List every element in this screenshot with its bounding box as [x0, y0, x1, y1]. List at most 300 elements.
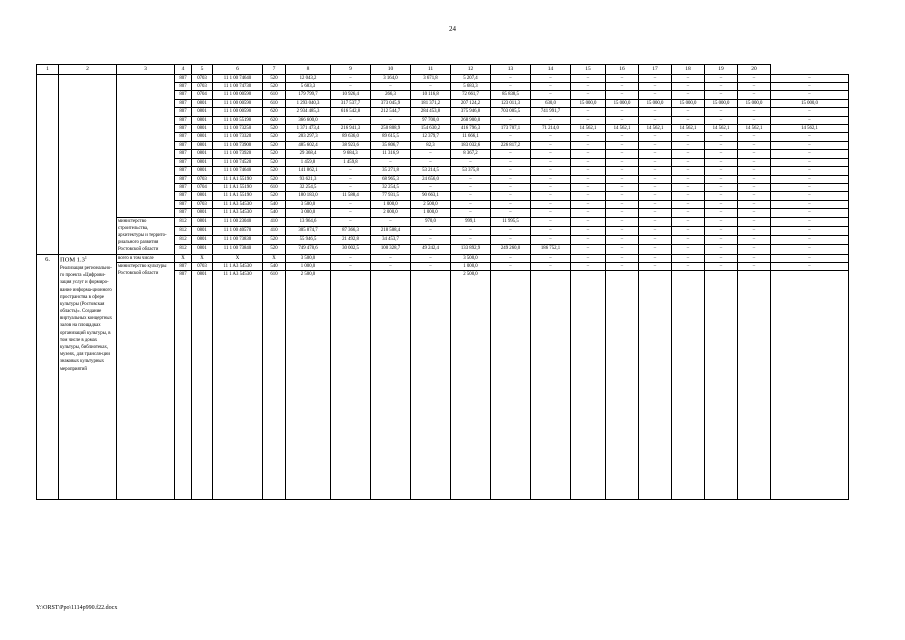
table-cell: –	[491, 82, 531, 90]
table-cell: –	[606, 108, 639, 116]
table-cell: 14 562,1	[705, 125, 738, 133]
table-cell: 0704	[192, 184, 213, 192]
table-cell: –	[705, 91, 738, 99]
table-cell: –	[411, 158, 451, 166]
table-cell: 32 254,5	[286, 184, 331, 192]
table-cell: 203 297,3	[286, 133, 331, 141]
column-header: 11	[411, 65, 451, 75]
column-header: 13	[491, 65, 531, 75]
table-cell: 807	[175, 99, 192, 107]
table-header-row	[37, 65, 849, 75]
table-cell: 630,0	[531, 99, 571, 107]
table-cell: 14 562,1	[639, 125, 672, 133]
table-cell: 85 838,5	[491, 91, 531, 99]
table-cell: –	[672, 200, 705, 208]
table-cell: 11 1 A3 54530	[213, 209, 263, 217]
table-cell: –	[639, 91, 672, 99]
table-cell	[371, 271, 411, 500]
table-cell: 14 562,1	[672, 125, 705, 133]
table-cell: –	[771, 116, 849, 124]
column-header: 5	[192, 65, 213, 75]
table-cell: –	[705, 254, 738, 262]
table-cell: 32 254,5	[371, 184, 411, 192]
table-cell: 11 1 00 73900	[213, 141, 263, 149]
table-cell: –	[571, 167, 606, 175]
table-cell: –	[331, 217, 371, 226]
table-cell: 3 671,8	[411, 74, 451, 82]
table-cell: 812	[175, 226, 192, 235]
table-cell: –	[705, 108, 738, 116]
table-cell: –	[705, 245, 738, 254]
table-cell: –	[639, 236, 672, 245]
table-cell	[606, 271, 639, 500]
table-cell: –	[705, 226, 738, 235]
table-cell: –	[639, 150, 672, 158]
table-cell: –	[531, 167, 571, 175]
table-cell: –	[639, 133, 672, 141]
table-cell: 11 1 00 74640	[213, 167, 263, 175]
table-cell: –	[451, 209, 491, 217]
column-header: 6	[213, 65, 263, 75]
table-cell: 749 478,6	[286, 245, 331, 254]
table-cell: 53 375,8	[451, 167, 491, 175]
table-cell: –	[331, 116, 371, 124]
page-number: 24	[449, 25, 456, 33]
table-cell: 410	[263, 217, 286, 226]
table-cell: 807	[175, 82, 192, 90]
table-cell: –	[571, 158, 606, 166]
table-cell: 11 1 00 73320	[213, 133, 263, 141]
table-cell: –	[705, 158, 738, 166]
table-cell: –	[606, 74, 639, 82]
column-header: 17	[639, 65, 672, 75]
table-cell: 11 1 00 00590	[213, 108, 263, 116]
table-cell: 305 874,7	[286, 226, 331, 235]
table-cell: –	[571, 141, 606, 149]
table-cell: –	[771, 91, 849, 99]
table-cell: 90 663,1	[411, 192, 451, 200]
table-cell: –	[411, 236, 451, 245]
table-cell: 11 1 A1 55190	[213, 184, 263, 192]
table-cell: 807	[175, 175, 192, 183]
table-cell: –	[606, 175, 639, 183]
table-cell: –	[606, 91, 639, 99]
table-cell: 3 000,0	[286, 209, 331, 217]
table-cell: 154 630,2	[411, 125, 451, 133]
table-cell: –	[606, 116, 639, 124]
table-cell	[639, 271, 672, 500]
table-cell: –	[531, 200, 571, 208]
table-cell: –	[639, 175, 672, 183]
table-cell: 38 923,6	[331, 141, 371, 149]
table-cell: 5 683,3	[286, 82, 331, 90]
table-cell: 82,3	[411, 141, 451, 149]
table-cell: –	[571, 263, 606, 271]
table-cell: 807	[175, 263, 192, 271]
table-cell: –	[531, 217, 571, 226]
table-cell: 268 900,0	[451, 116, 491, 124]
table-cell: –	[531, 254, 571, 262]
table-cell: –	[771, 108, 849, 116]
table-cell: 123 011,3	[491, 99, 531, 107]
table-cell: 373 045,9	[371, 99, 411, 107]
table-cell: –	[705, 263, 738, 271]
table-cell: –	[738, 82, 771, 90]
table-cell: –	[606, 226, 639, 235]
table-cell: 807	[175, 125, 192, 133]
table-cell: 807	[175, 200, 192, 208]
table-row	[37, 74, 849, 82]
table-cell: 0703	[192, 74, 213, 82]
table-cell: –	[705, 209, 738, 217]
table-cell	[571, 271, 606, 500]
table-cell: 141 862,1	[286, 167, 331, 175]
table-cell: –	[705, 141, 738, 149]
table-cell: 807	[175, 271, 192, 500]
table-cell: –	[672, 141, 705, 149]
table-cell: 610	[263, 99, 286, 107]
table-cell: 2 500,0	[286, 271, 331, 500]
budget-table	[36, 64, 849, 500]
table-cell: –	[639, 192, 672, 200]
table-cell: –	[738, 91, 771, 99]
table-cell: 1 000,0	[451, 263, 491, 271]
table-cell: –	[331, 200, 371, 208]
table-cell: 77 931,5	[371, 192, 411, 200]
table-cell: 226 817,2	[491, 141, 531, 149]
table-cell: 183 032,6	[451, 141, 491, 149]
table-cell: 97 700,0	[411, 116, 451, 124]
table-cell: 2 500,0	[411, 200, 451, 208]
table-cell: –	[371, 217, 411, 226]
table-cell: –	[738, 254, 771, 262]
table-cell: 540	[263, 263, 286, 271]
table-cell: 15 000,0	[606, 99, 639, 107]
table-cell: 180 183,0	[286, 192, 331, 200]
table-cell: –	[639, 263, 672, 271]
org-name-cell: министерство строительства, архитектуры и террито-риального развития Ростовской области	[117, 217, 175, 254]
table-cell: 807	[175, 116, 192, 124]
table-cell: 10 926,4	[331, 91, 371, 99]
table-cell: –	[705, 167, 738, 175]
row-name-cell	[59, 74, 117, 254]
table-cell: 1 293 040,3	[286, 99, 331, 107]
table-cell: 250 808,9	[371, 125, 411, 133]
table-cell: 807	[175, 192, 192, 200]
table-cell: 366 600,0	[286, 116, 331, 124]
table-cell: 100 328,7	[371, 245, 411, 254]
table-cell: –	[571, 150, 606, 158]
table-cell: –	[491, 200, 531, 208]
table-cell: 0801	[192, 209, 213, 217]
table-cell: –	[705, 184, 738, 192]
column-header: 16	[606, 65, 639, 75]
table-cell: –	[531, 184, 571, 192]
table-cell: X	[192, 254, 213, 262]
table-cell: –	[531, 263, 571, 271]
table-cell: –	[571, 175, 606, 183]
table-cell: 0801	[192, 245, 213, 254]
table-cell: –	[672, 236, 705, 245]
table-cell: –	[491, 133, 531, 141]
table-cell: 35 271,8	[371, 167, 411, 175]
table-cell: 11 1 00 55190	[213, 116, 263, 124]
table-cell: 0703	[192, 200, 213, 208]
table-cell: –	[738, 192, 771, 200]
table-cell: –	[738, 108, 771, 116]
table-cell: 179 799,7	[286, 91, 331, 99]
table-cell: –	[672, 167, 705, 175]
table-cell: 218 508,4	[371, 226, 411, 235]
table-cell: –	[491, 236, 531, 245]
measure-description: Реализация регионально-го проекта «Цифрови-зация услуг и формиро-вание информа-ционного пространства в сфере культуры (Ростовская область)». Создание виртуальных концертных залов на площадках организаций культуры, в том числе в домах культуры, библиотеках, музеях, для трансля-ции знаковых культурных мероприятий	[60, 265, 113, 372]
table-cell: –	[606, 167, 639, 175]
table-cell: 93 621,3	[286, 175, 331, 183]
table-cell	[672, 271, 705, 500]
table-cell: –	[738, 158, 771, 166]
table-cell: 812	[175, 217, 192, 226]
table-cell: –	[672, 209, 705, 217]
table-cell: 15 000,0	[705, 99, 738, 107]
row-name-cell	[59, 254, 117, 500]
table-cell: –	[451, 158, 491, 166]
table-cell: 741 991,7	[531, 108, 571, 116]
table-cell: 11 1 00 73830	[213, 236, 263, 245]
table-cell: 416 796,3	[451, 125, 491, 133]
table-cell: 89 636,0	[331, 133, 371, 141]
table-cell: –	[771, 184, 849, 192]
table-cell: 3 500,0	[286, 254, 331, 262]
table-cell: 9 684,3	[331, 150, 371, 158]
table-cell: 540	[263, 209, 286, 217]
table-cell: –	[451, 200, 491, 208]
table-cell: 1 459,8	[286, 158, 331, 166]
table-cell: –	[531, 175, 571, 183]
table-cell: –	[738, 133, 771, 141]
table-cell: 15 000,0	[771, 99, 849, 107]
table-cell: 14 562,1	[571, 125, 606, 133]
table-cell: 2 934 485,3	[286, 108, 331, 116]
table-cell: –	[491, 167, 531, 175]
table-cell: –	[771, 236, 849, 245]
table-cell: –	[571, 116, 606, 124]
table-cell: 181 371,2	[411, 99, 451, 107]
table-cell: 0801	[192, 99, 213, 107]
table-cell: –	[738, 74, 771, 82]
table-cell: 1 000,0	[286, 263, 331, 271]
table-cell: 68 965,3	[371, 175, 411, 183]
table-cell: 807	[175, 167, 192, 175]
table-cell: –	[771, 82, 849, 90]
row-number-cell	[37, 74, 59, 254]
table-cell: –	[331, 263, 371, 271]
table-cell: –	[738, 226, 771, 235]
table-cell: –	[606, 141, 639, 149]
table-cell: –	[331, 184, 371, 192]
table-cell: –	[371, 116, 411, 124]
table-cell: –	[738, 263, 771, 271]
table-cell: –	[571, 108, 606, 116]
table-cell: –	[672, 91, 705, 99]
table-cell: –	[411, 226, 451, 235]
table-cell: –	[491, 192, 531, 200]
table-cell: 249 260,0	[491, 245, 531, 254]
table-cell: 520	[263, 175, 286, 183]
table-cell: 12 379,7	[411, 133, 451, 141]
total-label-cell: всего в том числе	[117, 254, 175, 262]
table-cell: –	[672, 108, 705, 116]
table-cell: –	[639, 184, 672, 192]
table-cell: 807	[175, 108, 192, 116]
table-cell: 520	[263, 158, 286, 166]
table-cell: –	[639, 116, 672, 124]
table-cell: –	[531, 133, 571, 141]
table-cell: 520	[263, 133, 286, 141]
table-cell: 0801	[192, 236, 213, 245]
table-cell: 812	[175, 245, 192, 254]
table-cell: 610	[263, 271, 286, 500]
table-cell: 11 1 00 23040	[213, 217, 263, 226]
table-cell: –	[771, 175, 849, 183]
table-cell: –	[639, 158, 672, 166]
table-cell	[491, 271, 531, 500]
table-cell: 317 537,7	[331, 99, 371, 107]
table-cell: –	[451, 226, 491, 235]
row-org-cell	[117, 74, 175, 217]
table-cell: –	[705, 116, 738, 124]
table-cell: –	[571, 217, 606, 226]
table-cell: –	[639, 209, 672, 217]
table-cell: –	[771, 150, 849, 158]
table-cell: X	[213, 254, 263, 262]
table-cell: 21 492,8	[331, 236, 371, 245]
table-cell: 0801	[192, 108, 213, 116]
table-cell: 14 562,1	[738, 125, 771, 133]
table-cell: 15 000,0	[672, 99, 705, 107]
table-cell: –	[705, 74, 738, 82]
table-cell: 1 000,0	[411, 209, 451, 217]
table-cell: –	[606, 82, 639, 90]
column-header: 15	[571, 65, 606, 75]
table-cell: 55 946,5	[286, 236, 331, 245]
table-cell: –	[331, 167, 371, 175]
table-cell: –	[771, 74, 849, 82]
table-cell: 35 806,7	[371, 141, 411, 149]
table-cell: 610	[263, 91, 286, 99]
table-cell: 266,3	[371, 91, 411, 99]
table-cell: 11 1 00 00590	[213, 91, 263, 99]
table-cell: 5 207,4	[451, 74, 491, 82]
table-cell: 15 000,0	[738, 99, 771, 107]
table-cell: –	[491, 263, 531, 271]
table-cell: –	[571, 254, 606, 262]
table-cell: 807	[175, 133, 192, 141]
table-cell: –	[771, 200, 849, 208]
table-cell: 12 043,2	[286, 74, 331, 82]
table-cell: 2 500,0	[451, 271, 491, 500]
row-number-cell: 6.	[37, 254, 59, 500]
table-cell: –	[672, 254, 705, 262]
table-cell: –	[672, 82, 705, 90]
table-cell: –	[639, 141, 672, 149]
table-cell: –	[672, 158, 705, 166]
table-cell: –	[531, 209, 571, 217]
table-cell: 5 683,3	[451, 82, 491, 90]
table-cell: 11 1 00 73840	[213, 245, 263, 254]
table-cell: –	[672, 150, 705, 158]
table-cell: –	[705, 200, 738, 208]
table-cell: –	[571, 133, 606, 141]
table-cell: 173 707,1	[491, 125, 531, 133]
table-cell: –	[771, 263, 849, 271]
column-header: 20	[738, 65, 771, 75]
table-cell: –	[451, 192, 491, 200]
column-header: 2	[59, 65, 117, 75]
table-cell: 807	[175, 141, 192, 149]
table-cell: 520	[263, 150, 286, 158]
table-cell: 11 1 A3 54530	[213, 271, 263, 500]
table-cell: 30 002,5	[331, 245, 371, 254]
table-cell: –	[672, 116, 705, 124]
table-cell: –	[531, 116, 571, 124]
table-cell: –	[738, 141, 771, 149]
table-cell: –	[672, 245, 705, 254]
table-cell: –	[331, 209, 371, 217]
table-cell: –	[411, 184, 451, 192]
table-cell: –	[411, 82, 451, 90]
table-cell: 11 1 00 74730	[213, 82, 263, 90]
table-cell: 520	[263, 125, 286, 133]
table-cell: X	[263, 254, 286, 262]
table-cell: 11 588,4	[331, 192, 371, 200]
table-cell: –	[571, 236, 606, 245]
table-cell: –	[705, 217, 738, 226]
table-cell: 520	[263, 82, 286, 90]
table-cell: –	[451, 236, 491, 245]
table-cell: 0801	[192, 150, 213, 158]
table-cell: 485 602,4	[286, 141, 331, 149]
table-cell: –	[371, 263, 411, 271]
table-cell: 807	[175, 150, 192, 158]
table-cell: –	[571, 91, 606, 99]
table-cell: 807	[175, 74, 192, 82]
table-cell: –	[491, 254, 531, 262]
table-cell: –	[491, 226, 531, 235]
table-cell: 1 459,8	[331, 158, 371, 166]
table-cell: 11 1 A1 55190	[213, 175, 263, 183]
table-cell	[738, 271, 771, 500]
column-header: 3	[117, 65, 175, 75]
table-cell: 1 000,0	[371, 200, 411, 208]
table-cell: –	[771, 217, 849, 226]
table-cell: –	[738, 184, 771, 192]
table-cell: –	[606, 217, 639, 226]
table-cell: 0703	[192, 175, 213, 183]
table-cell: –	[331, 82, 371, 90]
table-cell: –	[606, 150, 639, 158]
table-cell: –	[639, 254, 672, 262]
table-cell: –	[771, 209, 849, 217]
table-cell: –	[672, 217, 705, 226]
table-cell: –	[411, 150, 451, 158]
table-cell: 0801	[192, 125, 213, 133]
table-cell: 0801	[192, 116, 213, 124]
table-cell: –	[571, 192, 606, 200]
table-cell	[411, 271, 451, 500]
table-cell: –	[738, 167, 771, 175]
table-cell: 520	[263, 245, 286, 254]
table-cell: 29 368,4	[286, 150, 331, 158]
